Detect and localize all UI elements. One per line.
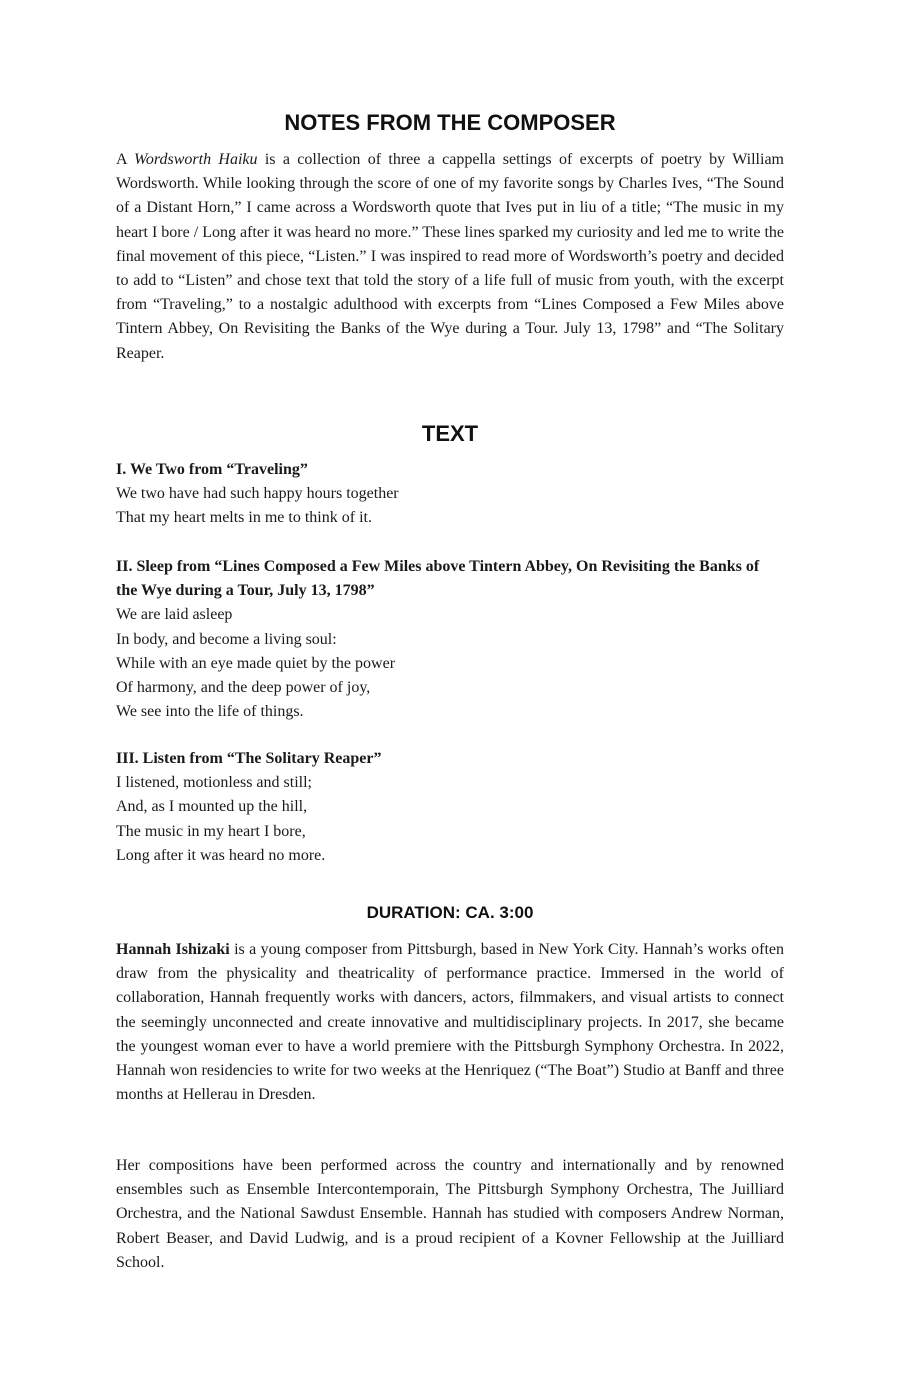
poem-line: And, as I mounted up the hill, [116,798,308,816]
poem-line: Long after it was heard no more. [116,846,326,864]
poem-line: I listened, motionless and still; [116,774,312,792]
bio-paragraph-1-text: is a young composer from Pittsburgh, based in New York City. Hannah’s works often draw from the physicality and theatricality of performance practice. Immersed in the world of collaboration, Hannah frequently works with dancers, actors, filmmakers, and visual artists to connect the seemingly unconnected and create innovative and multidisciplinary projects. In 2017, she became the youngest woman ever to have a world premiere with the Pittsburgh Symphony Orchestra. In 2022, Hannah won residencies to write for two weeks at the Henriquez (“The Boat”) Studio at Banff and three months at Hellerau in Dresden. [116,941,784,1104]
notes-heading: NOTES FROM THE COMPOSER [284,110,616,135]
poem-line: While with an eye made quiet by the power [116,654,396,672]
movement-title: II. Sleep from “Lines Composed a Few Miles above Tintern Abbey, On Revisiting the Banks of the Wye during a Tour, July 13, 1798” [116,558,760,600]
poem-line: Of harmony, and the deep power of joy, [116,679,371,697]
movement-title: I. We Two from “Traveling” [116,461,308,478]
notes-article: A [116,151,135,168]
movement-1 [116,458,784,531]
poem-line: That my heart melts in me to think of it. [116,509,372,527]
bio-paragraph-1 [116,938,784,1107]
notes-body: is a collection of three a cappella settings of excerpts of poetry by William Wordsworth. While looking through the score of one of my favorite songs by Charles Ives, “The Sound of a Distant Horn,” I came across a Wordsworth quote that Ives put in liu of a title; “The music in my heart I bore / Long after it was heard no more.” These lines sparked my curiosity and led me to write the final movement of this piece, “Listen.” I was inspired to read more of Wordsworth’s poetry and decided to add to “Listen” and chose text that told the story of a life full of music from youth, with the excerpt from “Traveling,” to a nostalgic adulthood with excerpts from “Lines Composed a Few Miles above Tintern Abbey, On Revisiting the Banks of the Wye during a Tour. July 13, 1798” and “The Solitary Reaper. [116,151,784,362]
text-heading: TEXT [421,421,479,446]
poem-line: The music in my heart I bore, [116,822,306,840]
composer-name: Hannah Ishizaki [116,941,230,958]
poem-line: We see into the life of things. [116,703,304,721]
poem-line: In body, and become a living soul: [116,630,337,648]
notes-paragraph [116,148,784,366]
duration-label: DURATION: CA. 3:00 [366,903,534,922]
poem-line: We two have had such happy hours together [116,485,399,503]
movement-3 [116,747,784,868]
movement-title: III. Listen from “The Solitary Reaper” [116,750,382,767]
work-title: Wordsworth Haiku [134,151,258,168]
bio-paragraph-2: Her compositions have been performed across the country and internationally and by renowned ensembles such as Ensemble Intercontemporain, The Pittsburgh Symphony Orchestra, The Juilliard Orchestra, and the National Sawdust Ensemble. Hannah has studied with composers Andrew Norman, Robert Beaser, and David Ludwig, and is a proud recipient of a Kovner Fellowship at the Juilliard School. [116,1157,784,1271]
movement-2 [116,555,784,724]
poem-line: We are laid asleep [116,606,233,624]
